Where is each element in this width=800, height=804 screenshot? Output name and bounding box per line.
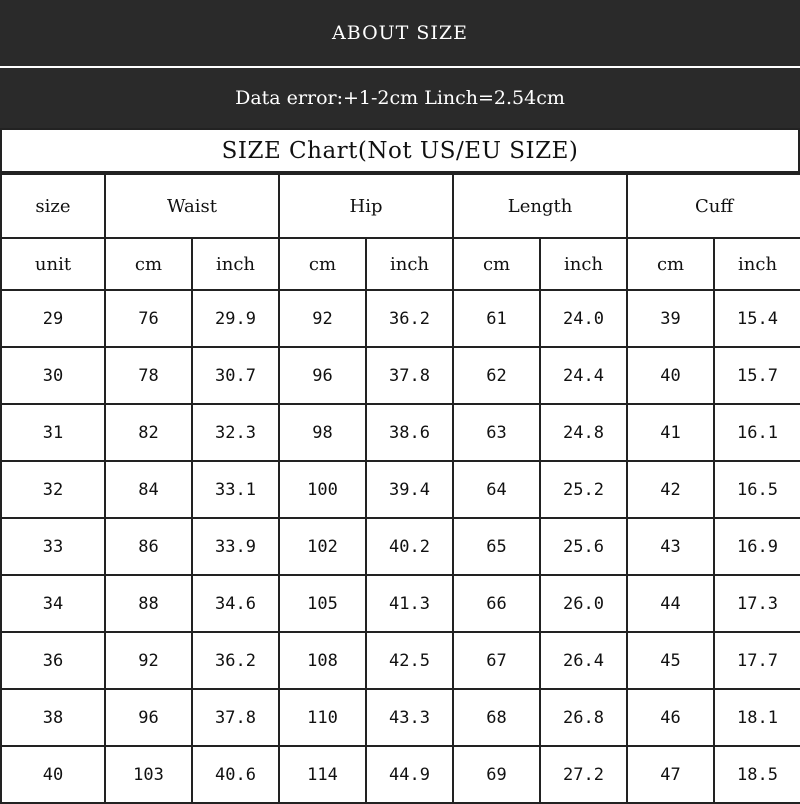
table-cell: 92	[105, 632, 192, 689]
table-cell: 92	[279, 290, 366, 347]
table-cell: 27.2	[540, 746, 627, 803]
table-cell: 24.8	[540, 404, 627, 461]
table-cell: 62	[453, 347, 540, 404]
unit-row	[1, 238, 800, 290]
table-row	[1, 290, 800, 347]
unit-cm: cm	[627, 238, 714, 290]
table-cell: 17.3	[714, 575, 800, 632]
table-cell: 40	[627, 347, 714, 404]
table-cell: 63	[453, 404, 540, 461]
table-cell: 16.1	[714, 404, 800, 461]
table-cell: 86	[105, 518, 192, 575]
table-cell: 16.9	[714, 518, 800, 575]
table-row	[1, 347, 800, 404]
table-cell: 38	[1, 689, 105, 746]
table-row	[1, 461, 800, 518]
table-cell: 64	[453, 461, 540, 518]
table-cell: 24.4	[540, 347, 627, 404]
table-cell: 29.9	[192, 290, 279, 347]
table-cell: 36.2	[366, 290, 453, 347]
header-length: Length	[453, 174, 627, 238]
table-cell: 43	[627, 518, 714, 575]
table-cell: 42.5	[366, 632, 453, 689]
table-cell: 32	[1, 461, 105, 518]
table-cell: 114	[279, 746, 366, 803]
table-cell: 40.6	[192, 746, 279, 803]
table-cell: 18.5	[714, 746, 800, 803]
table-cell: 30.7	[192, 347, 279, 404]
table-cell: 30	[1, 347, 105, 404]
table-cell: 25.2	[540, 461, 627, 518]
table-cell: 105	[279, 575, 366, 632]
table-cell: 65	[453, 518, 540, 575]
data-error-banner	[0, 68, 800, 128]
banner-title: ABOUT SIZE	[332, 22, 468, 44]
table-cell: 96	[105, 689, 192, 746]
table-row	[1, 746, 800, 803]
table-cell: 42	[627, 461, 714, 518]
table-cell: 18.1	[714, 689, 800, 746]
table-cell: 36	[1, 632, 105, 689]
table-cell: 96	[279, 347, 366, 404]
unit-cm: cm	[279, 238, 366, 290]
table-cell: 100	[279, 461, 366, 518]
table-cell: 26.4	[540, 632, 627, 689]
table-cell: 33.9	[192, 518, 279, 575]
table-cell: 84	[105, 461, 192, 518]
table-cell: 46	[627, 689, 714, 746]
table-cell: 15.7	[714, 347, 800, 404]
table-cell: 61	[453, 290, 540, 347]
table-cell: 68	[453, 689, 540, 746]
table-cell: 76	[105, 290, 192, 347]
table-cell: 17.7	[714, 632, 800, 689]
table-row	[1, 632, 800, 689]
chart-title-text: SIZE Chart(Not US/EU SIZE)	[221, 137, 579, 164]
table-cell: 66	[453, 575, 540, 632]
unit-cm: cm	[105, 238, 192, 290]
table-cell: 44	[627, 575, 714, 632]
chart-title	[0, 128, 800, 173]
header-row	[1, 174, 800, 238]
header-size: size	[1, 174, 105, 238]
table-cell: 67	[453, 632, 540, 689]
table-cell: 39	[627, 290, 714, 347]
table-cell: 110	[279, 689, 366, 746]
table-cell: 24.0	[540, 290, 627, 347]
about-size-banner	[0, 0, 800, 68]
header-cuff: Cuff	[627, 174, 800, 238]
table-row	[1, 575, 800, 632]
table-cell: 37.8	[192, 689, 279, 746]
table-cell: 33	[1, 518, 105, 575]
table-cell: 41.3	[366, 575, 453, 632]
table-cell: 15.4	[714, 290, 800, 347]
unit-inch: inch	[192, 238, 279, 290]
table-cell: 98	[279, 404, 366, 461]
table-cell: 40	[1, 746, 105, 803]
table-cell: 25.6	[540, 518, 627, 575]
table-cell: 34	[1, 575, 105, 632]
table-row	[1, 404, 800, 461]
table-cell: 39.4	[366, 461, 453, 518]
table-cell: 88	[105, 575, 192, 632]
unit-inch: inch	[366, 238, 453, 290]
table-cell: 103	[105, 746, 192, 803]
table-row	[1, 689, 800, 746]
table-cell: 40.2	[366, 518, 453, 575]
table-cell: 82	[105, 404, 192, 461]
header-waist: Waist	[105, 174, 279, 238]
table-cell: 45	[627, 632, 714, 689]
table-cell: 108	[279, 632, 366, 689]
table-cell: 32.3	[192, 404, 279, 461]
table-cell: 37.8	[366, 347, 453, 404]
table-cell: 69	[453, 746, 540, 803]
table-cell: 47	[627, 746, 714, 803]
unit-inch: inch	[714, 238, 800, 290]
banner-note: Data error:+1-2cm Linch=2.54cm	[235, 87, 565, 109]
table-cell: 34.6	[192, 575, 279, 632]
size-table	[0, 173, 800, 804]
table-cell: 29	[1, 290, 105, 347]
table-cell: 36.2	[192, 632, 279, 689]
unit-label: unit	[1, 238, 105, 290]
unit-inch: inch	[540, 238, 627, 290]
table-row	[1, 518, 800, 575]
table-cell: 38.6	[366, 404, 453, 461]
table-cell: 43.3	[366, 689, 453, 746]
header-hip: Hip	[279, 174, 453, 238]
table-cell: 26.0	[540, 575, 627, 632]
table-cell: 16.5	[714, 461, 800, 518]
table-cell: 44.9	[366, 746, 453, 803]
unit-cm: cm	[453, 238, 540, 290]
table-cell: 102	[279, 518, 366, 575]
table-cell: 33.1	[192, 461, 279, 518]
table-cell: 78	[105, 347, 192, 404]
table-cell: 26.8	[540, 689, 627, 746]
table-cell: 31	[1, 404, 105, 461]
table-cell: 41	[627, 404, 714, 461]
